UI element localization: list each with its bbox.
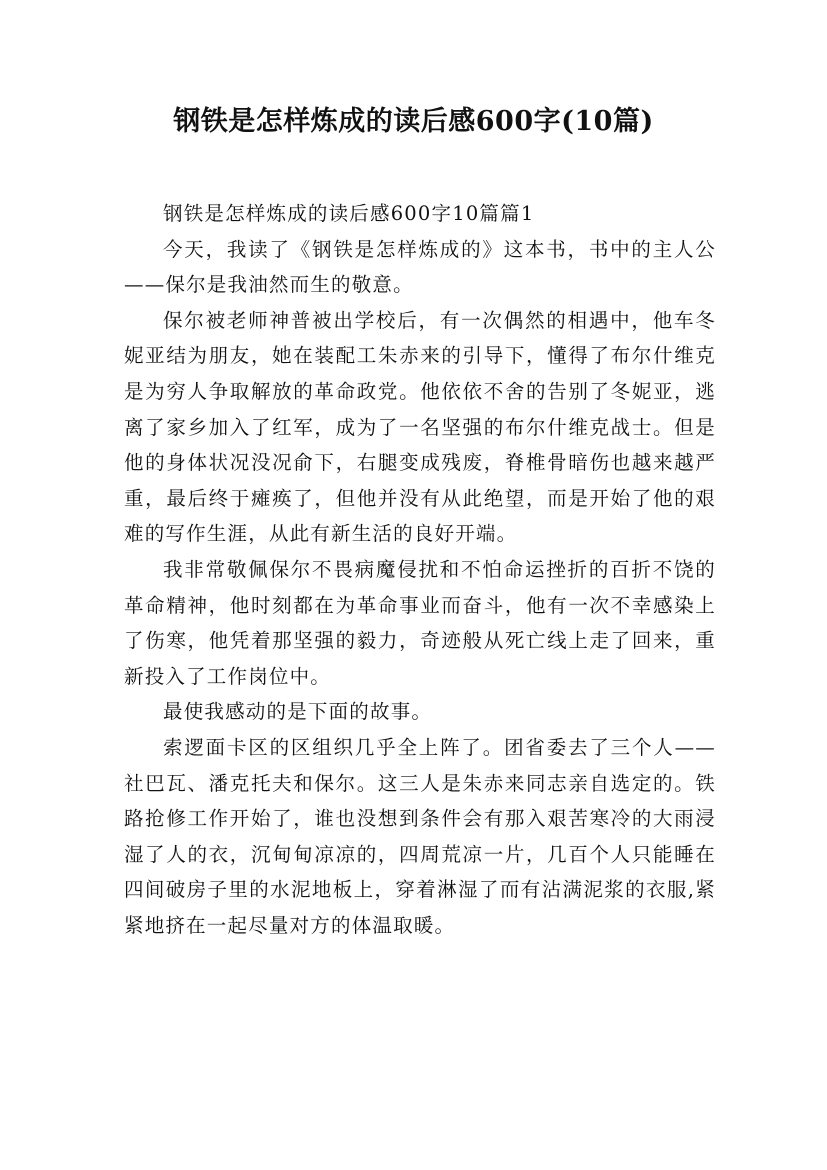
paragraph: 保尔被老师神普被出学校后，有一次偶然的相遇中，他车冬妮亚结为朋友，她在装配工朱赤来的引导下，懂得了布尔什维克是为穷人争取解放的革命政党。他依依不舍的告别了冬妮亚，逃离了家乡加入了红军，成为了一名坚强的布尔什维克战士。但是他的身体状况没况俞下，右腿变成残废，脊椎骨暗伤也越来越严重，最后终于瘫痪了，但他并没有从此绝望，而是开始了他的艰难的写作生涯，从此有新生活的良好开端。 bbox=[124, 308, 716, 546]
paragraph: 今天，我读了《钢铁是怎样炼成的》这本书，书中的主人公——保尔是我油然而生的敬意。 bbox=[124, 237, 716, 297]
paragraph: 索逻面卡区的区组织几乎全上阵了。团省委去了三个人——社巴瓦、潘克托夫和保尔。这三人是朱赤来同志亲自选定的。铁路抢修工作开始了，谁也没想到条件会有那入艰苦寒冷的大雨浸湿了人的衣，沉甸甸凉凉的，四周荒凉一片，几百个人只能睡在四间破房子里的水泥地板上，穿着淋湿了而有沾满泥浆的衣服,紧紧地挤在一起尽量对方的体温取暖。 bbox=[124, 735, 716, 937]
paragraph: 我非常敬佩保尔不畏病魔侵扰和不怕命运挫折的百折不饶的革命精神，他时刻都在为革命事业而奋斗，他有一次不幸感染上了伤寒，他凭着那坚强的毅力，奇迹般从死亡线上走了回来，重新投入了工作岗位中。 bbox=[124, 557, 716, 688]
paragraph: 最使我感动的是下面的故事。 bbox=[163, 700, 433, 724]
document-title: 钢铁是怎样炼成的读后感600字(10篇) bbox=[173, 106, 654, 137]
paragraph-heading: 钢铁是怎样炼成的读后感600字10篇篇1 bbox=[163, 202, 535, 225]
document-body bbox=[124, 196, 716, 943]
